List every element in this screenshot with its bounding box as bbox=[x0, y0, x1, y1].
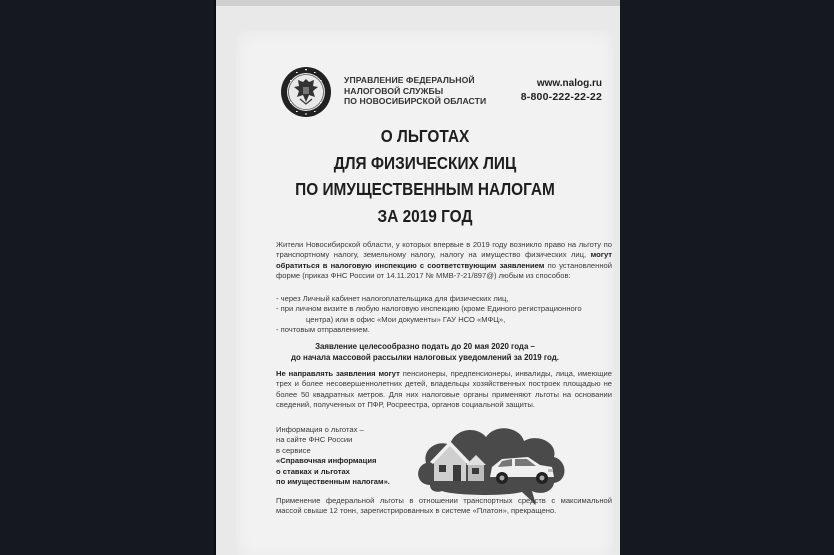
org-line: ПО НОВОСИБИРСКОЙ ОБЛАСТИ bbox=[344, 96, 487, 107]
hotline-phone: 8-800-222-22-22 bbox=[520, 91, 602, 103]
paragraph-rest: пенсионеры, предпенсионеры, инвалиды, лица, имеющие трех и более несовершеннолетних детей, владельцы хозяйственных построек площадью не более 50 квадратных метров. Для них налоговые органы применяют льготы на основании сведений, полученных от ПФР, Росреестра, органов социальной защиты. bbox=[276, 369, 612, 410]
list-item: - почтовым отправлением. bbox=[276, 325, 370, 335]
notice-line: Заявление целесообразно подать до 20 мая 2020 года – bbox=[315, 342, 535, 351]
title-line: ДЛЯ ФИЗИЧЕСКИХ ЛИЦ bbox=[333, 152, 517, 173]
org-line: НАЛОГОВОЙ СЛУЖБЫ bbox=[344, 85, 444, 96]
contact-block bbox=[521, 77, 602, 104]
org-name bbox=[344, 75, 486, 107]
paragraph-emphasis: могут обратиться в налоговую инспекцию с соответствующим заявлением bbox=[276, 250, 612, 270]
scanned-leaflet bbox=[236, 30, 614, 555]
paragraph-rest: по установленной форме (приказ ФНС России от 14.11.2017 № ММВ-7-21/897@) любым из способов: bbox=[276, 260, 612, 281]
list-item: центра) или в офис «Мои документы» ГАУ НСО «МФЦ», bbox=[306, 314, 506, 324]
list-item: - при личном визите в любую налоговую инспекцию (кроме Единого регистрационного bbox=[276, 304, 582, 314]
fns-emblem-icon bbox=[280, 66, 332, 118]
page-top-shadow bbox=[216, 0, 620, 6]
paragraph-intro: Жители Новосибирской области, у которых впервые в 2019 году возникло право на льготу по транспортному налогу, земельному налогу, налогу на имущество физических лиц, bbox=[276, 240, 612, 260]
info-line: Информация о льготах – bbox=[276, 425, 364, 434]
leaflet-title bbox=[236, 123, 614, 229]
eligibility-paragraph bbox=[276, 240, 612, 282]
list-item: - через Личный кабинет налогоплательщика для физических лиц, bbox=[276, 294, 509, 303]
house-and-car-illustration bbox=[412, 415, 572, 507]
org-line: УПРАВЛЕНИЕ ФЕДЕРАЛЬНОЙ bbox=[344, 75, 475, 85]
title-line: ПО ИМУЩЕСТВЕННЫМ НАЛОГАМ bbox=[295, 179, 555, 199]
exemption-paragraph bbox=[276, 369, 612, 411]
info-line: в сервисе bbox=[276, 445, 311, 455]
info-service-block bbox=[276, 425, 406, 487]
notice-line: до начала массовой рассылки налоговых уведомлений за 2019 год. bbox=[291, 353, 559, 362]
paragraph-emphasis: Не направлять заявления могут bbox=[276, 369, 400, 378]
website-link: www.nalog.ru bbox=[536, 78, 602, 89]
info-line: на сайте ФНС России bbox=[276, 435, 353, 445]
info-line: «Справочная информация bbox=[276, 456, 377, 466]
platon-paragraph: Применение федеральной льготы в отношении транспортных средств с максимальной массой свыше 12 тонн, зарегистрированных в системе «Платон», прекращено. bbox=[276, 496, 612, 516]
title-line: О ЛЬГОТАХ bbox=[380, 126, 470, 146]
info-line: о ставках и льготах bbox=[276, 466, 350, 476]
title-line: ЗА 2019 ГОД bbox=[377, 205, 473, 226]
submission-methods-list bbox=[276, 294, 612, 336]
deadline-notice bbox=[236, 341, 614, 363]
info-line: по имущественным налогам». bbox=[276, 477, 390, 487]
document-page bbox=[216, 0, 620, 555]
